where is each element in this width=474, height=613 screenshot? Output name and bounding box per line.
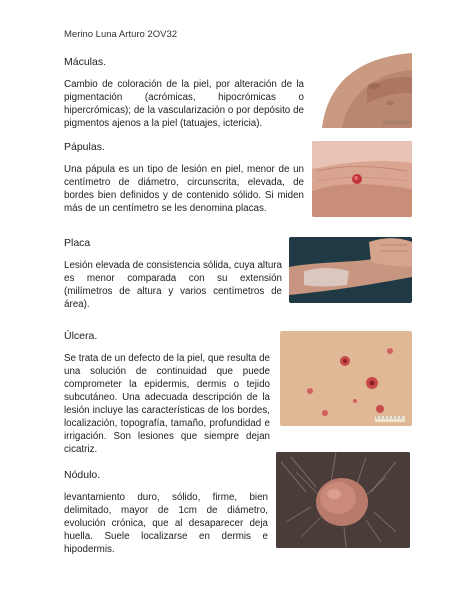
document-header: Merino Luna Arturo 2OV32 xyxy=(64,29,178,40)
section-text: Cambio de coloración de la piel, por alteración de la pigmentación (acrómicas, hipocrómicas o hipercrómicas); de la vascularización o por depósito de pigmentos ajenos a la piel (tatuajes, ictericia). xyxy=(64,79,304,129)
nodulo-photo xyxy=(276,452,410,548)
ulcera-photo xyxy=(280,331,412,426)
section-title: Úlcera. xyxy=(64,330,98,342)
section-maculas xyxy=(64,56,304,130)
section-text: Una pápula es un tipo de lesión en piel, menor de un centímetro de diámetro, circunscrita, elevada, de bordes bien definidos y de contenido sólido. Si miden más de un centímetro se les denomina placas. xyxy=(64,164,304,214)
section-text: levantamiento duro, sólido, firme, bien delimitado, mayor de 1cm de diámetro, evolución crónica, que al desaparecer deja huella. Suele localizarse en dermis e hipodermis. xyxy=(64,492,268,555)
papula-photo xyxy=(312,141,412,217)
section-title: Máculas. xyxy=(64,56,107,68)
section-text: Se trata de un defecto de la piel, que resulta de una solución de continuidad que puede comprometer la epidermis, dermis o tejido subcutáneo. Una adecuada descripción de la lesión incluye las características de los bordes, localización, topografía, tamaño, profundidad e irrigación. Son lesiones que siempre dejan cicatriz. xyxy=(64,353,270,455)
section-placa xyxy=(64,237,282,311)
section-title: Pápulas. xyxy=(64,141,105,153)
section-nodulo xyxy=(64,469,268,556)
macula-photo xyxy=(312,48,412,128)
section-ulcera xyxy=(64,330,270,456)
section-title: Nódulo. xyxy=(64,469,101,481)
section-papulas xyxy=(64,141,304,215)
placa-photo xyxy=(289,237,412,303)
section-title: Placa xyxy=(64,237,91,249)
section-text: Lesión elevada de consistencia sólida, cuya altura es menor comparada con su extensión (milímetros de altura y varios centímetros de área). xyxy=(64,260,282,310)
